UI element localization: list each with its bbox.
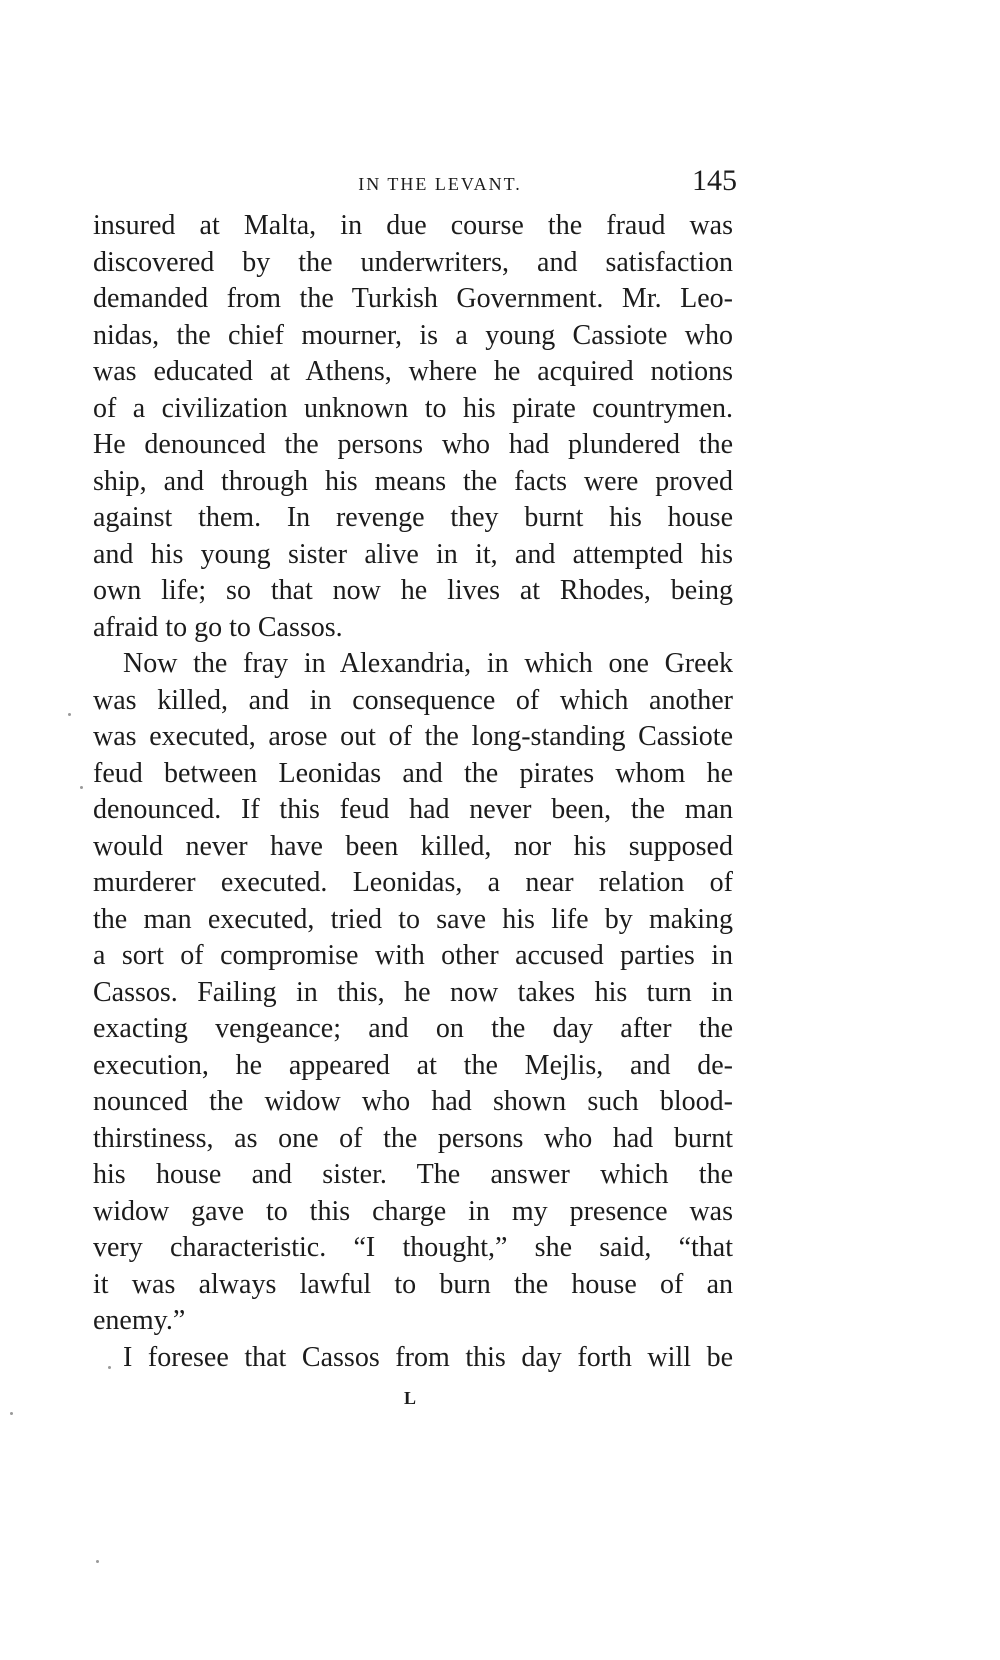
text-line: of a civilization unknown to his pirate countrymen. [93, 392, 733, 424]
body-text [93, 208, 733, 1376]
text-line: execution, he appeared at the Mejlis, and de- [93, 1049, 733, 1081]
text-line: murderer executed. Leonidas, a near relation of [93, 867, 733, 898]
text-line: nidas, the chief mourner, is a young Cassiote who [93, 319, 733, 351]
text-line: feud between Leonidas and the pirates whom he [93, 757, 733, 789]
text-line: widow gave to this charge in my presence was [93, 1195, 733, 1227]
text-line: against them. In revenge they burnt his house [93, 502, 733, 533]
paragraph-end-line: enemy.” [93, 1305, 186, 1336]
text-line: insured at Malta, in due course the fraud was [93, 210, 733, 241]
text-line: nounced the widow who had shown such blood- [93, 1086, 733, 1117]
text-line: demanded from the Turkish Government. Mr. Leo- [93, 283, 733, 314]
signature-mark: L [403, 1388, 416, 1408]
text-line: his house and sister. The answer which the [93, 1159, 733, 1190]
paragraph-start-line: I foresee that Cassos from this day forth will be [123, 1341, 733, 1373]
running-title: IN THE LEVANT. [358, 174, 522, 194]
text-line: denounced. If this feud had never been, the man [93, 794, 733, 825]
paragraph-end-line: afraid to go to Cassos. [93, 611, 343, 643]
text-line: a sort of compromise with other accused parties in [93, 940, 733, 971]
text-line: own life; so that now he lives at Rhodes, being [93, 575, 733, 606]
text-line: thirstiness, as one of the persons who had burnt [93, 1122, 733, 1154]
text-line: He denounced the persons who had plundered the [93, 429, 733, 460]
text-line: was educated at Athens, where he acquired notions [93, 356, 733, 387]
text-line: very characteristic. “I thought,” she said, “that [93, 1232, 733, 1263]
text-line: would never have been killed, nor his supposed [93, 830, 733, 862]
text-line: was executed, arose out of the long-standing Cassiote [93, 721, 733, 752]
text-line: exacting vengeance; and on the day after the [93, 1013, 733, 1044]
text-line: ship, and through his means the facts were proved [93, 465, 733, 497]
scan-speck [10, 1412, 13, 1415]
running-head [0, 164, 1000, 208]
page-number: 145 [692, 164, 737, 197]
paragraph-start-line: Now the fray in Alexandria, in which one Greek [123, 648, 733, 679]
text-line: was killed, and in consequence of which another [93, 684, 733, 716]
text-line: discovered by the underwriters, and satisfaction [93, 246, 733, 278]
scan-speck [108, 1366, 111, 1369]
text-line: it was always lawful to burn the house of an [93, 1268, 733, 1300]
scan-speck [68, 713, 71, 716]
scan-speck [80, 786, 83, 789]
scan-speck [96, 1560, 99, 1563]
text-line: Cassos. Failing in this, he now takes his turn in [93, 976, 733, 1008]
text-line: the man executed, tried to save his life by making [93, 903, 733, 935]
text-line: and his young sister alive in it, and attempted his [93, 538, 733, 570]
